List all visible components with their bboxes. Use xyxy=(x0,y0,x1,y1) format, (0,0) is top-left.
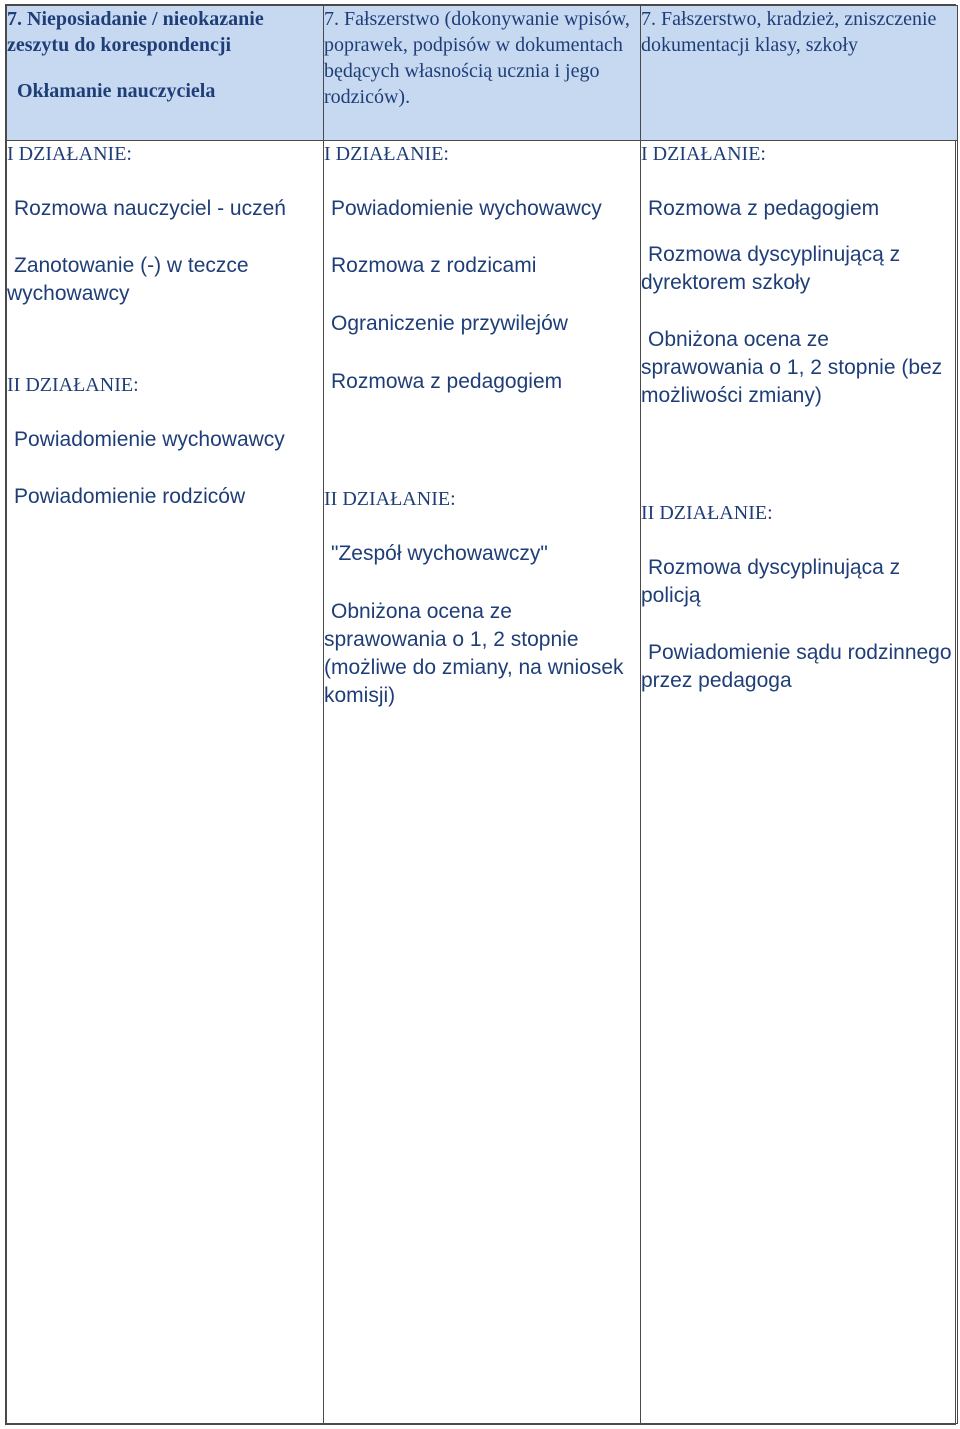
action-item: Powiadomienie rodziców xyxy=(14,485,246,508)
action-item: Rozmowa nauczyciel - uczeń xyxy=(14,197,286,220)
action-item: Obniżona ocena ze sprawowania o 1, 2 stopnie (bez możliwości zmiany) xyxy=(641,328,943,407)
column-3-title: 7. Fałszerstwo, kradzież, zniszczenie dokumentacji klasy, szkoły xyxy=(641,8,937,56)
column-1-title: 7. Nieposiadanie / nieokazanie zeszytu do korespondencji xyxy=(7,8,264,56)
action-item: Rozmowa dyscyplinującą z dyrektorem szkoły xyxy=(641,243,901,294)
phase-2-label: II DZIAŁANIE: xyxy=(324,488,456,510)
procedure-table xyxy=(6,5,958,1424)
action-item: Zanotowanie (-) w teczce wychowawcy xyxy=(7,254,249,305)
action-item: Powiadomienie wychowawcy xyxy=(331,197,602,220)
action-item: Rozmowa z pedagogiem xyxy=(648,197,880,220)
action-item: Powiadomienie sądu rodzinnego przez pedagoga xyxy=(641,641,952,692)
header-cell-3 xyxy=(641,6,958,141)
phase-2-label: II DZIAŁANIE: xyxy=(641,502,773,524)
header-cell-1 xyxy=(7,6,324,141)
column-1-subtitle: Okłamanie nauczyciela xyxy=(17,80,216,102)
phase-1-label: I DZIAŁANIE: xyxy=(7,143,132,165)
action-item: "Zespół wychowawczy" xyxy=(331,542,548,565)
document-page xyxy=(5,4,956,1425)
action-item: Rozmowa z rodzicami xyxy=(331,254,537,277)
header-row xyxy=(7,6,958,141)
action-item: Obniżona ocena ze sprawowania o 1, 2 stopnie (możliwe do zmiany, na wniosek komisji) xyxy=(324,600,624,707)
action-item: Rozmowa dyscyplinująca z policją xyxy=(641,556,901,607)
phase-1-label: I DZIAŁANIE: xyxy=(641,143,766,165)
action-item: Ograniczenie przywilejów xyxy=(331,312,568,335)
action-item: Rozmowa z pedagogiem xyxy=(331,370,563,393)
column-2-title: 7. Fałszerstwo (dokonywanie wpisów, poprawek, podpisów w dokumentach będących własnością ucznia i jego rodziców). xyxy=(324,8,630,108)
body-cell-3 xyxy=(641,141,958,1424)
body-cell-1 xyxy=(7,141,324,1424)
action-item: Powiadomienie wychowawcy xyxy=(14,428,285,451)
body-row xyxy=(7,141,958,1424)
phase-1-label: I DZIAŁANIE: xyxy=(324,143,449,165)
phase-2-label: II DZIAŁANIE: xyxy=(7,374,139,396)
body-cell-2 xyxy=(324,141,641,1424)
header-cell-2 xyxy=(324,6,641,141)
